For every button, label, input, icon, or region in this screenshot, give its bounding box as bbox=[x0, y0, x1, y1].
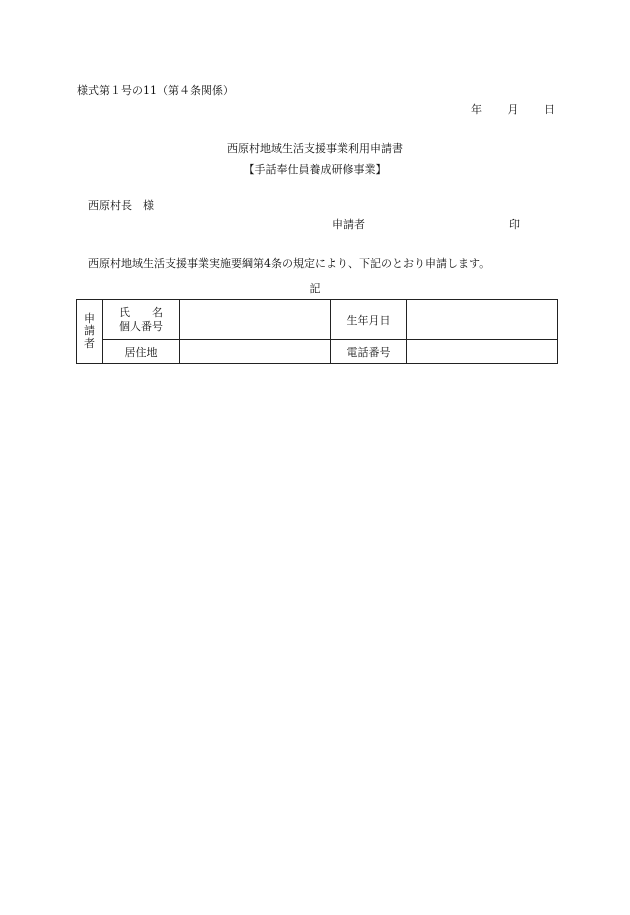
birthdate-field[interactable] bbox=[407, 300, 558, 340]
id-number-label: 個人番号 bbox=[119, 319, 163, 333]
document-title: 西原村地域生活支援事業利用申請書 bbox=[227, 142, 403, 155]
date-day: 日 bbox=[544, 103, 555, 116]
name-label: 氏 名 bbox=[119, 305, 163, 319]
ki-heading: 記 bbox=[309, 282, 321, 295]
form-number: 様式第１号の11（第４条関係） bbox=[77, 84, 234, 97]
residence-field[interactable] bbox=[180, 340, 331, 364]
birthdate-label: 生年月日 bbox=[331, 300, 407, 340]
phone-label: 電話番号 bbox=[331, 340, 407, 364]
applicant-group-label: 申 請 者 bbox=[77, 300, 103, 364]
applicant-label: 申請者 bbox=[332, 218, 365, 231]
seal-mark: 印 bbox=[509, 218, 520, 231]
date-line bbox=[469, 103, 555, 116]
table-row bbox=[77, 300, 558, 340]
phone-field[interactable] bbox=[407, 340, 558, 364]
residence-label: 居住地 bbox=[103, 340, 180, 364]
name-id-label-cell bbox=[103, 300, 180, 340]
date-month: 月 bbox=[507, 103, 519, 116]
application-table bbox=[76, 299, 558, 364]
table-row bbox=[77, 340, 558, 364]
addressee: 西原村長 様 bbox=[88, 199, 154, 212]
document-subtitle: 【手話奉仕員養成研修事業】 bbox=[243, 163, 387, 176]
name-id-field[interactable] bbox=[180, 300, 331, 340]
date-year: 年 bbox=[471, 103, 482, 116]
body-text: 西原村地域生活支援事業実施要綱第4条の規定により、下記のとおり申請します。 bbox=[88, 257, 491, 270]
